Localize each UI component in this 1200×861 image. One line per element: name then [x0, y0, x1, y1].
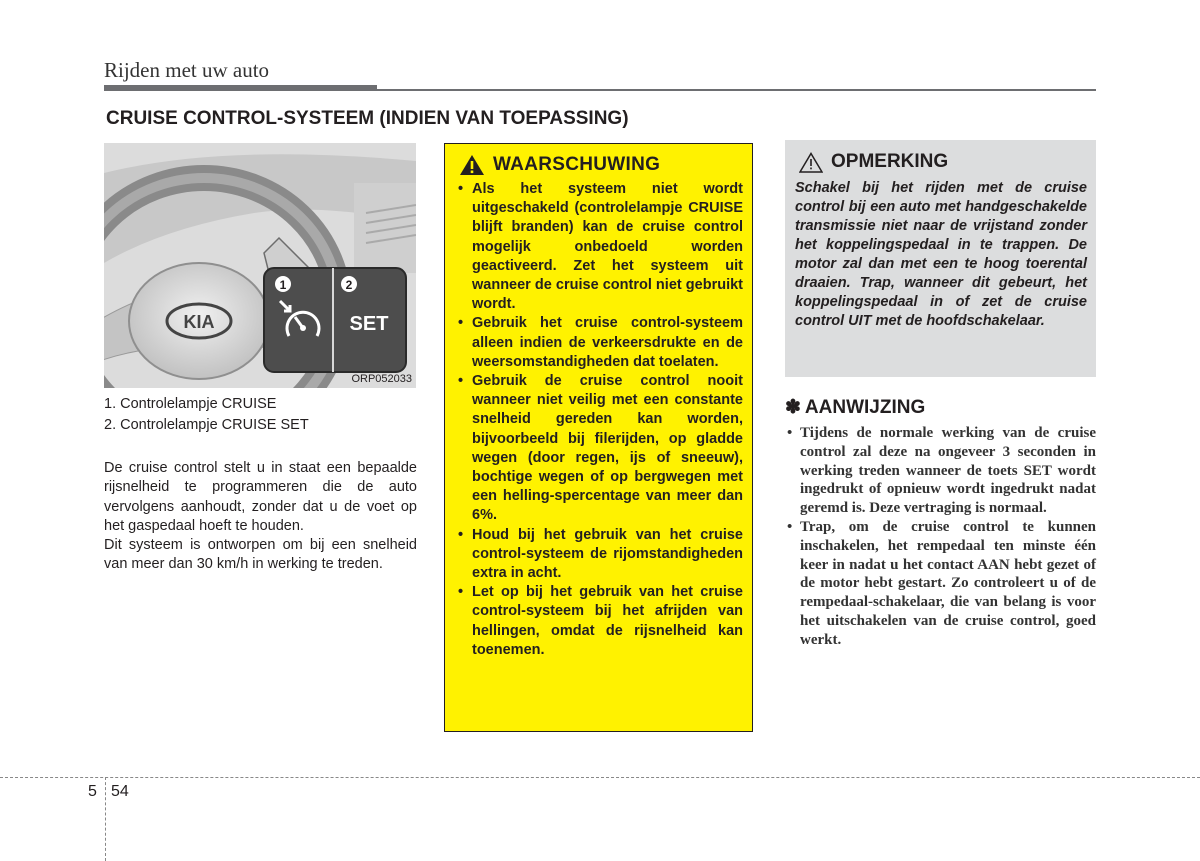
body-text: [104, 459, 417, 575]
tip-item: • Tijdens de normale werking van de cruise control zal deze na ongeveer 3 seconden in werking treden wanneer de toets SET wordt ingedrukt of opnieuw wordt ingedrukt nadat geremd is. Deze vertraging is normaal.: [785, 424, 1096, 518]
caption-2: 2. Controlelampje CRUISE SET: [104, 417, 309, 433]
kia-logo: KIA: [183, 312, 215, 332]
note-title: OPMERKING: [831, 151, 949, 172]
section-title: CRUISE CONTROL-SYSTEEM (INDIEN VAN TOEPASSING): [106, 108, 629, 129]
marker-2: 2: [345, 278, 353, 292]
warning-item: • Houd bij het gebruik van het cruise control-systeem de rijomstandigheden extra in acht.: [455, 526, 743, 584]
caption-1: 1. Controlelampje CRUISE: [104, 396, 277, 412]
asterisk-icon: ✽: [785, 397, 801, 418]
figure-code: ORP052033: [351, 373, 412, 385]
warning-title: WAARSCHUWING: [493, 154, 661, 175]
warning-list: [455, 180, 743, 660]
page-number: 54: [111, 783, 129, 800]
note-header: [799, 151, 1087, 173]
tip-title: AANWIJZING: [804, 396, 926, 418]
warning-item: • Gebruik de cruise control nooit wanneer niet veilig met een constante snelheid gereden kan worden, bijvoorbeeld bij filerijden, op gladde wegen (door regen, ijs of sneeuw), bochtige wegen of op bergwegen met een helling-spercentage van meer dan 6%.: [455, 372, 743, 526]
warning-triangle-icon: [459, 154, 485, 176]
tip-list: [785, 424, 1096, 650]
header-rule-thick: [104, 85, 377, 91]
warning-item: • Als het systeem niet wordt uitgeschakeld (controlelampje CRUISE blijft branden) kan de cruise control mogelijk onbedoeld worden geactiveerd. Zet het systeem uit wanneer de cruise control niet gebruikt wordt.: [455, 180, 743, 314]
tip-item: • Trap, om de cruise control te kunnen inschakelen, het rempedaal ten minste één keer in nadat u het contact AAN hebt gezet of de motor hebt gestart. Zo controleert u of de rempedaal-schakelaar, die van belang is voor het uitschakelen van de cruise control, goed werkt.: [785, 518, 1096, 650]
warning-item: • Let op bij het gebruik van het cruise control-systeem bij het afrijden van hellingen, omdat de rijsnelheid kan toenemen.: [455, 583, 743, 660]
body-paragraph: Dit systeem is ontworpen om bij een snelheid van meer dan 30 km/h in werking te treden.: [104, 537, 417, 573]
set-label: SET: [349, 313, 389, 335]
footer-vertical-divider: [105, 777, 106, 861]
tip-section: [785, 396, 1096, 650]
marker-1: 1: [279, 278, 287, 292]
note-box: [785, 140, 1096, 377]
warning-box: [444, 143, 753, 732]
chapter-number: 5: [88, 783, 97, 800]
warning-header: [459, 154, 743, 176]
footer-divider: [0, 777, 1200, 778]
figure-captions: [104, 394, 309, 436]
tip-header: [785, 396, 1096, 419]
steering-wheel-figure: [104, 143, 416, 388]
body-paragraph: De cruise control stelt u in staat een bepaalde rijsnelheid te programmeren die de auto vervolgens aanhoudt, zonder dat u de voet op het gaspedaal hoeft te houden.: [104, 460, 417, 534]
caution-triangle-icon: [799, 152, 823, 173]
running-header: Rijden met uw auto: [104, 58, 270, 82]
note-text: Schakel bij het rijden met de cruise control bij een auto met handgeschakelde transmissie niet naar de vrijstand zonder het koppelingspedaal in te trappen. De motor zal dan met een te hoog toerental draaien. Trap, wanneer dit gebeurt, het koppelingspedaal in of zet de cruise control UIT met de hoofdschakelaar.: [795, 180, 1087, 329]
steering-wheel-illustration: [104, 143, 416, 388]
warning-item: • Gebruik het cruise control-systeem alleen indien de verkeersdrukte en de weersomstandigheden dat toelaten.: [455, 314, 743, 372]
header-rule-thin: [377, 89, 1096, 91]
